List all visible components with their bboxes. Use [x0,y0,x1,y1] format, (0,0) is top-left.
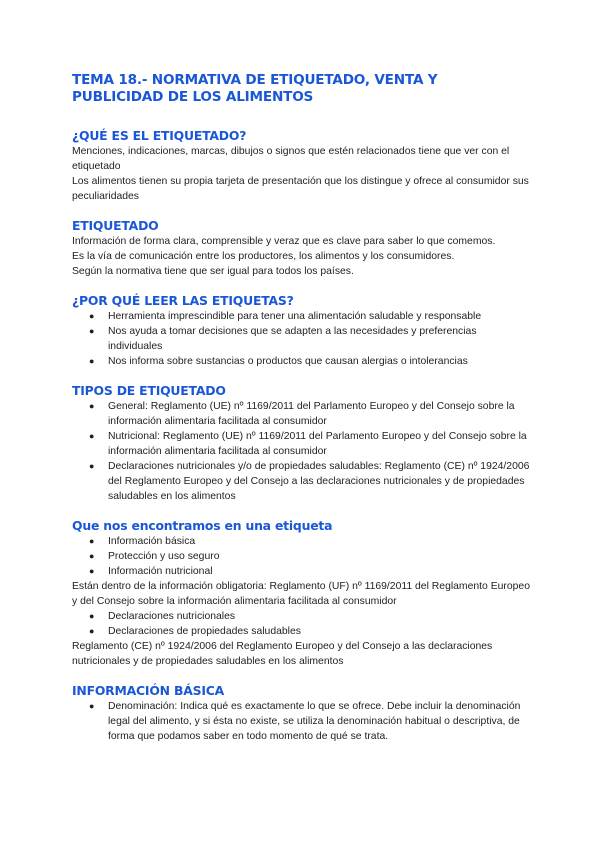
section-por-que-leer [72,293,532,369]
list-item-text: Información básica [108,536,196,547]
paragraph: Información de forma clara, comprensible y veraz que es clave para saber lo que comemos. [72,236,496,247]
section-que-es-etiquetado [72,128,532,204]
list-item-text: Declaraciones nutricionales y/o de propiedades saludables: Reglamento (CE) nº 1924/2006 del Reglamento Europeo y del Consejo a las declaraciones nutricionales y de propiedades saludables en los alimentos [108,461,530,502]
paragraph: Menciones, indicaciones, marcas, dibujos o signos que estén relacionados tiene que ver con el etiquetado [72,146,510,172]
section-informacion-basica [72,683,532,744]
list-item [89,564,532,579]
bullet-icon: ● [89,701,95,711]
list-item [89,624,532,639]
bullet-icon: ● [89,431,95,441]
section-tipos-etiquetado [72,383,532,504]
bullet-icon: ● [89,551,95,561]
section-heading: Que nos encontramos en una etiqueta [72,518,333,533]
list-item-text: Nos informa sobre sustancias o productos que causan alergias o intolerancias [108,356,468,367]
bullet-icon: ● [89,461,95,471]
list-item [89,459,532,504]
list-item [89,399,532,429]
list-item [89,549,532,564]
bullet-icon: ● [89,326,95,336]
paragraph: Reglamento (CE) nº 1924/2006 del Reglamento Europeo y del Consejo a las declaraciones nutricionales y de propiedades saludables en los alimentos [72,641,493,667]
document-title: TEMA 18.- NORMATIVA DE ETIQUETADO, VENTA Y PUBLICIDAD DE LOS ALIMENTOS [72,72,438,105]
list-item-text: Declaraciones de propiedades saludables [108,626,301,637]
paragraph: Es la vía de comunicación entre los productores, los alimentos y los consumidores. [72,251,455,262]
list-item-text: Declaraciones nutricionales [108,611,236,622]
bullet-icon: ● [89,356,95,366]
section-heading: ¿QUÉ ES EL ETIQUETADO? [72,128,247,143]
bullet-icon: ● [89,611,95,621]
bullet-icon: ● [89,566,95,576]
bullet-icon: ● [89,311,95,321]
bullet-list [72,534,532,579]
list-item-text: Nos ayuda a tomar decisiones que se adapten a las necesidades y preferencias individuales [108,326,477,352]
list-item [89,534,532,549]
section-etiquetado [72,218,532,279]
list-item [89,309,532,324]
bullet-list [72,399,532,504]
list-item-text: Nutricional: Reglamento (UE) nº 1169/2011 del Parlamento Europeo y del Consejo sobre la información alimentaria facilitada al consumidor [108,431,527,457]
list-item-text: General: Reglamento (UE) nº 1169/2011 del Parlamento Europeo y del Consejo sobre la información alimentaria facilitada al consumidor [108,401,515,427]
section-que-encontramos [72,518,532,669]
section-heading: INFORMACIÓN BÁSICA [72,683,225,698]
section-heading: ETIQUETADO [72,218,159,233]
list-item-text: Herramienta imprescindible para tener una alimentación saludable y responsable [108,311,482,322]
list-item-text: Información nutricional [108,566,213,577]
section-heading: ¿POR QUÉ LEER LAS ETIQUETAS? [72,293,294,308]
paragraph: Según la normativa tiene que ser igual para todos los países. [72,266,354,277]
list-item [89,609,532,624]
bullet-icon: ● [89,536,95,546]
section-heading: TIPOS DE ETIQUETADO [72,383,226,398]
list-item [89,324,532,354]
list-item-text: Denominación: Indica qué es exactamente lo que se ofrece. Debe incluir la denominación legal del alimento, y si ésta no existe, se utiliza la denominación habitual o descriptiva, de forma que podamos saber en todo momento de qué se trata. [108,701,521,742]
document-page [72,72,532,758]
bullet-list [72,309,532,369]
paragraph: Están dentro de la información obligatoria: Reglamento (UF) nº 1169/2011 del Reglamento Europeo y del Consejo sobre la información alimentaria facilitada al consumidor [72,581,530,607]
list-item [89,699,532,744]
bullet-list [72,699,532,744]
list-item-text: Protección y uso seguro [108,551,220,562]
bullet-icon: ● [89,626,95,636]
bullet-list [72,609,532,639]
list-item [89,354,532,369]
list-item [89,429,532,459]
paragraph: Los alimentos tienen su propia tarjeta de presentación que los distingue y ofrece al consumidor sus peculiaridades [72,176,529,202]
bullet-icon: ● [89,401,95,411]
